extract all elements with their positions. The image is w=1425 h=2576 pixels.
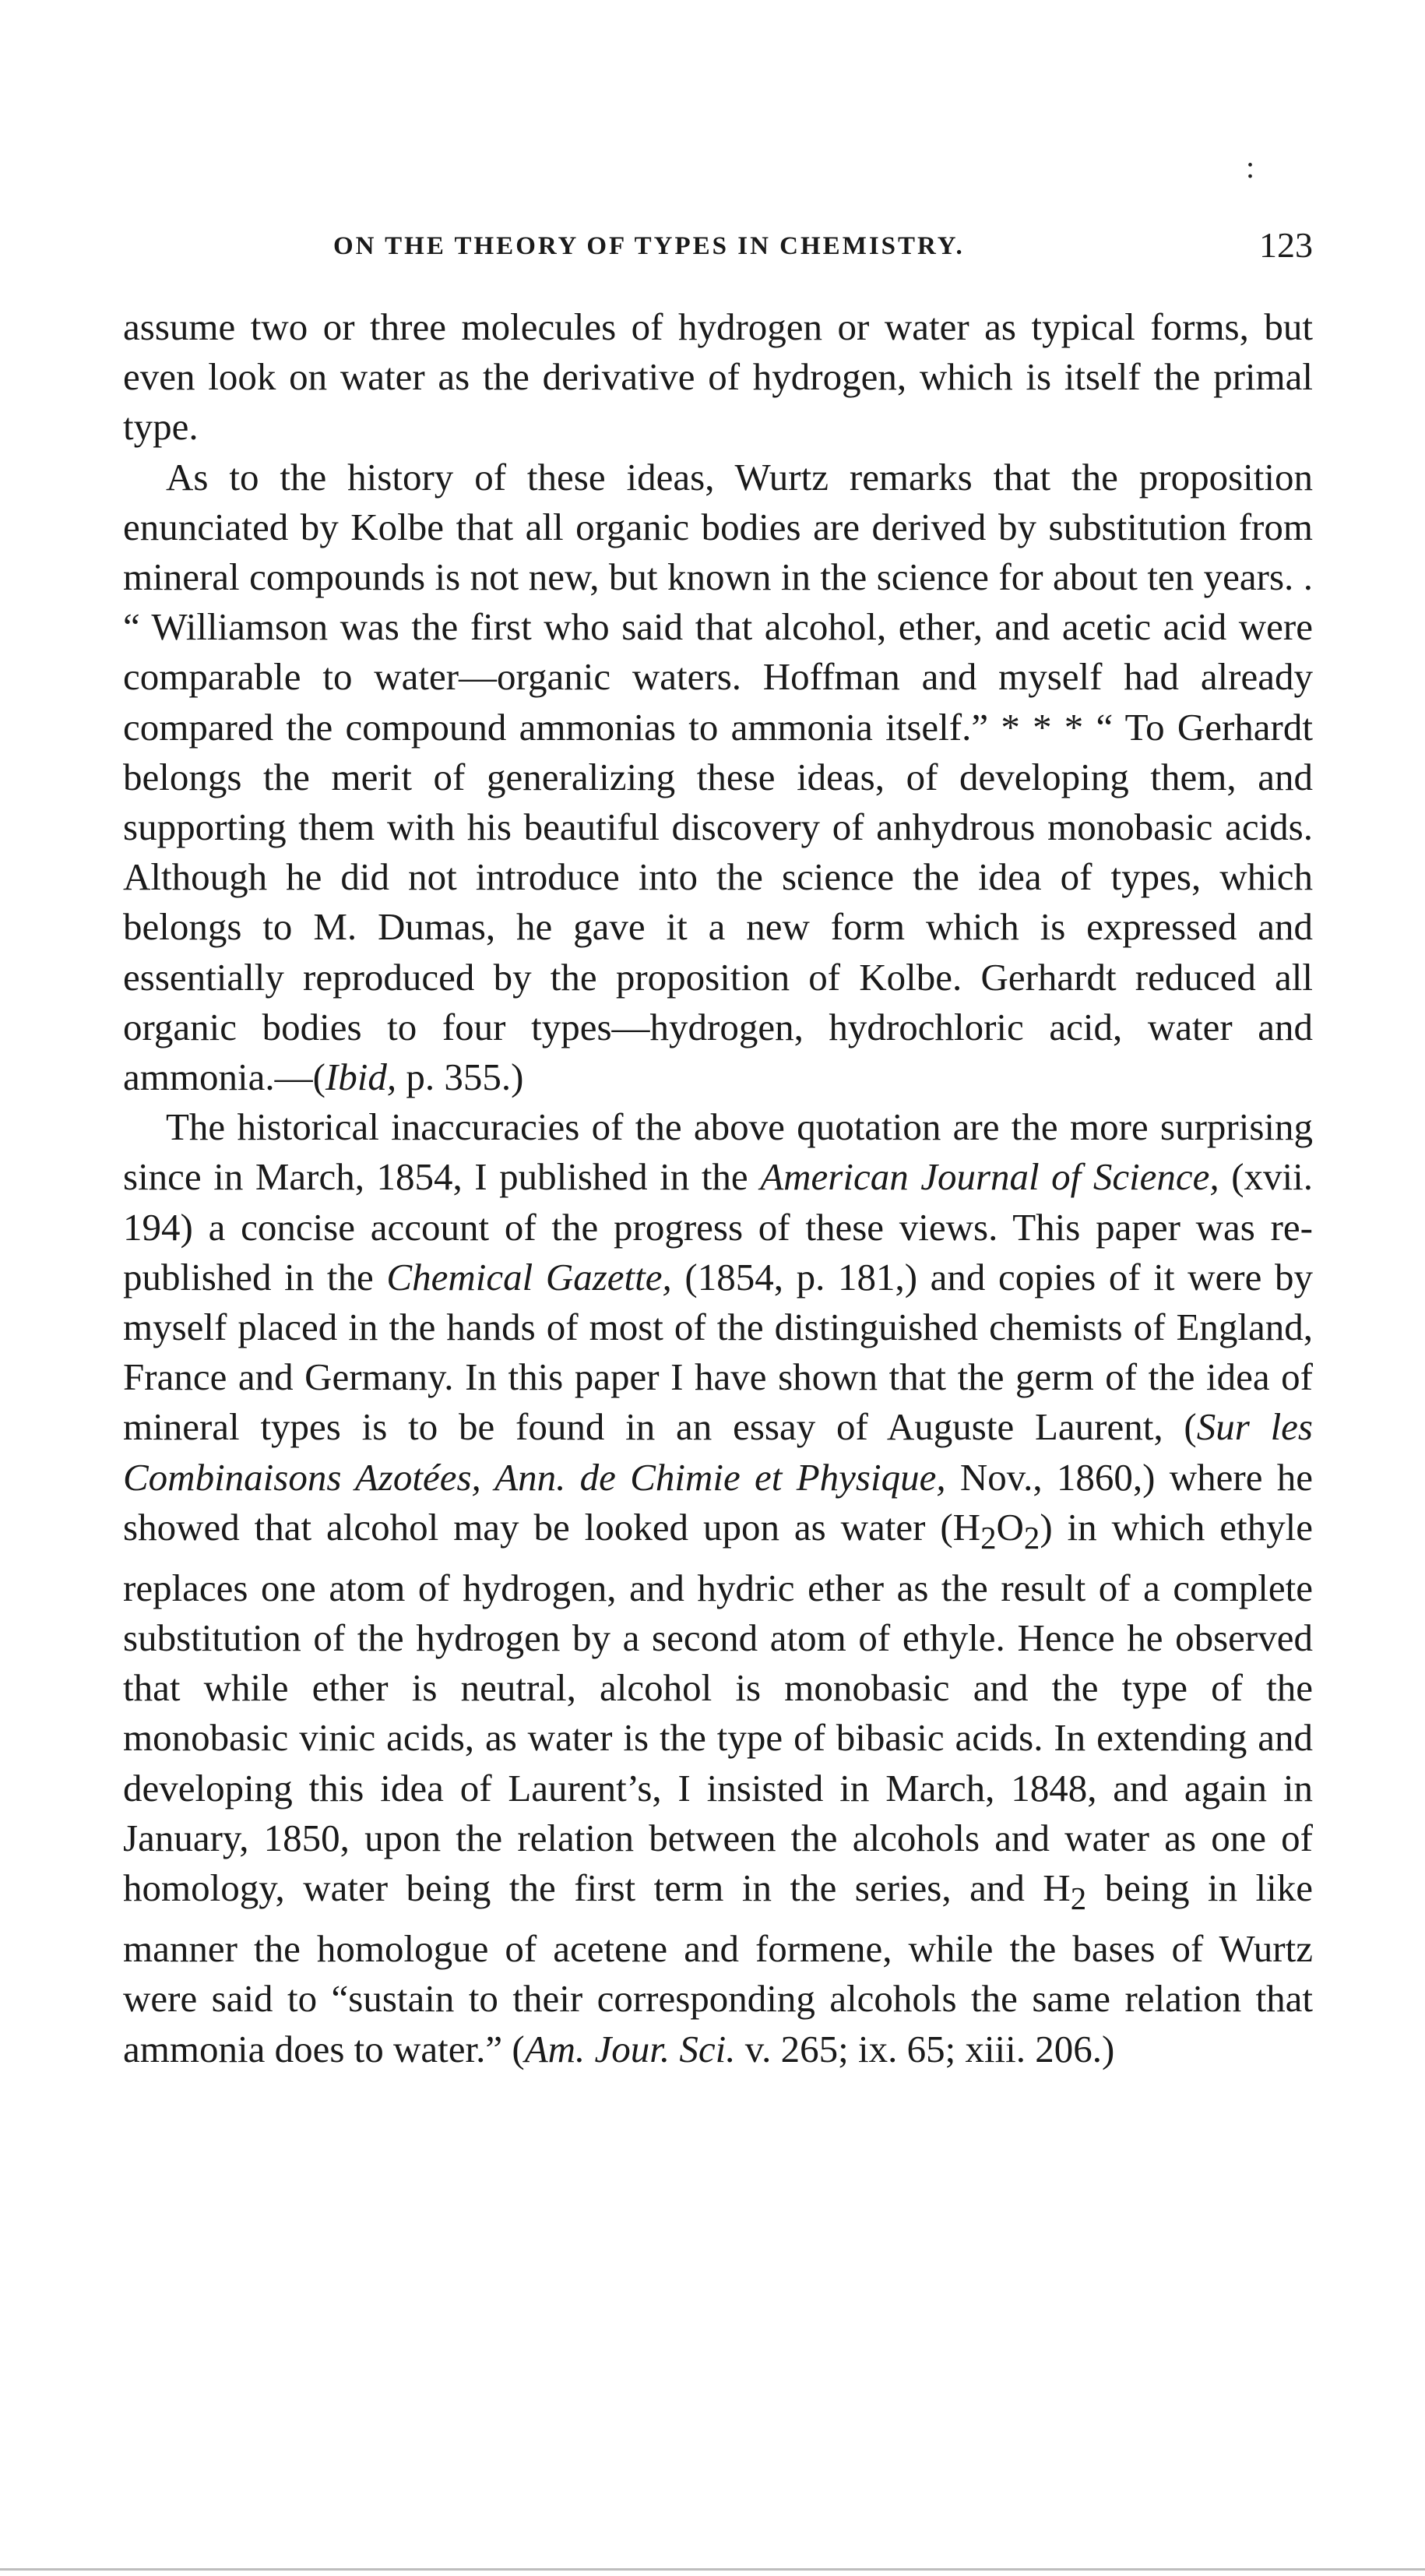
paragraph-3-text-g: v. 265; ix. 65; xiii. 206.): [735, 2027, 1115, 2070]
paragraph-2: [123, 453, 1313, 1103]
corner-mark: :: [1246, 150, 1255, 185]
paragraph-3-text-a: The historical inaccuracies of the above quotation are the more surprising since in March, 1854, I published in the: [123, 1105, 1313, 1199]
page-header: [123, 224, 1313, 271]
paragraph-2-end: p. 355.): [396, 1055, 524, 1099]
laurent-essay-title: Sur les Combinaisons Azotées, Ann. de Chimie et Physique,: [123, 1405, 1314, 1499]
paragraph-3-text-b: (xvii. 194) a concise account of the progress of these views. This paper was re-published in the: [123, 1155, 1314, 1299]
running-head: ON THE THEORY OF TYPES IN CHEMISTRY.: [333, 232, 965, 260]
subscript-o: 2: [1023, 1520, 1040, 1556]
paragraph-3-text-e: ) in which ethyle replaces one atom of hydrogen, and hydric ether as the result of a complete substitution of the hydrogen by a second atom of ethyle. Hence he observed that while ether is neutral, alcohol is monobasic and the type of the monobasic vinic acids, as water is the type of bibasic acids. In extending and developing this idea of Laurent’s, I insisted in March, 1848, and again in January, 1850, upon the relation between the alcohols and water as one of homology, water being the first term in the series, and H: [123, 1505, 1314, 1910]
subscript-h2: 2: [1070, 1880, 1087, 1916]
paragraph-3: [123, 1102, 1313, 2074]
paragraph-3-text-c: (1854, p. 181,) and copies of it were by myself placed in the hands of most of the distinguished chemists of England, France and Germany. In this paper I have shown that the germ of the idea of mineral types is to be found in an essay of Auguste Laurent, (: [123, 1255, 1313, 1449]
body-text: [123, 302, 1313, 2074]
journal-title: American Journal of Science,: [760, 1155, 1219, 1199]
subscript-h: 2: [980, 1520, 997, 1556]
paragraph-3-text-d: Nov., 1860,) where he showed that alcohol may be looked upon as water (H: [123, 1455, 1313, 1549]
am-jour-sci-citation: Am. Jour. Sci.: [524, 2027, 736, 2070]
paragraph-3-text-f: being in like manner the homologue of acetene and formene, while the bases of Wurtz were said to “sustain to their corresponding alcohols the same relation that ammonia does to water.” (: [123, 1866, 1313, 2070]
bottom-scan-edge: [0, 2568, 1425, 2571]
paragraph-1: assume two or three molecules of hydrogen or water as typical forms, but even look on water as the derivative of hydrogen, which is itself the primal type.: [123, 305, 1313, 449]
page-number: 123: [1259, 225, 1313, 265]
paragraph-2-text: As to the history of these ideas, Wurtz remarks that the proposition enunciated by Kolbe that all organic bodies are derived by substitution from mineral compounds is not new, but known in the science for about ten years. . “ Williamson was the first who said that alcohol, ether, and acetic acid were comparable to water—organic waters. Hoffman and myself had already compared the compound ammonias to ammonia itself.” * * * “ To Gerhardt belongs the merit of generalizing these ideas, of developing them, and supporting them with his beautiful discovery of anhydrous monobasic acids. Although he did not introduce into the science the idea of types, which belongs to M. Dumas, he gave it a new form which is expressed and essentially reproduced by the proposition of Kolbe. Gerhardt reduced all organic bodies to four types—hydrogen, hydrochloric acid, water and ammonia.—(: [123, 455, 1313, 1099]
gazette-title: Chemical Gazette,: [386, 1255, 672, 1299]
oxygen-symbol: O: [996, 1505, 1024, 1549]
ibid-citation: Ibid,: [325, 1055, 397, 1099]
